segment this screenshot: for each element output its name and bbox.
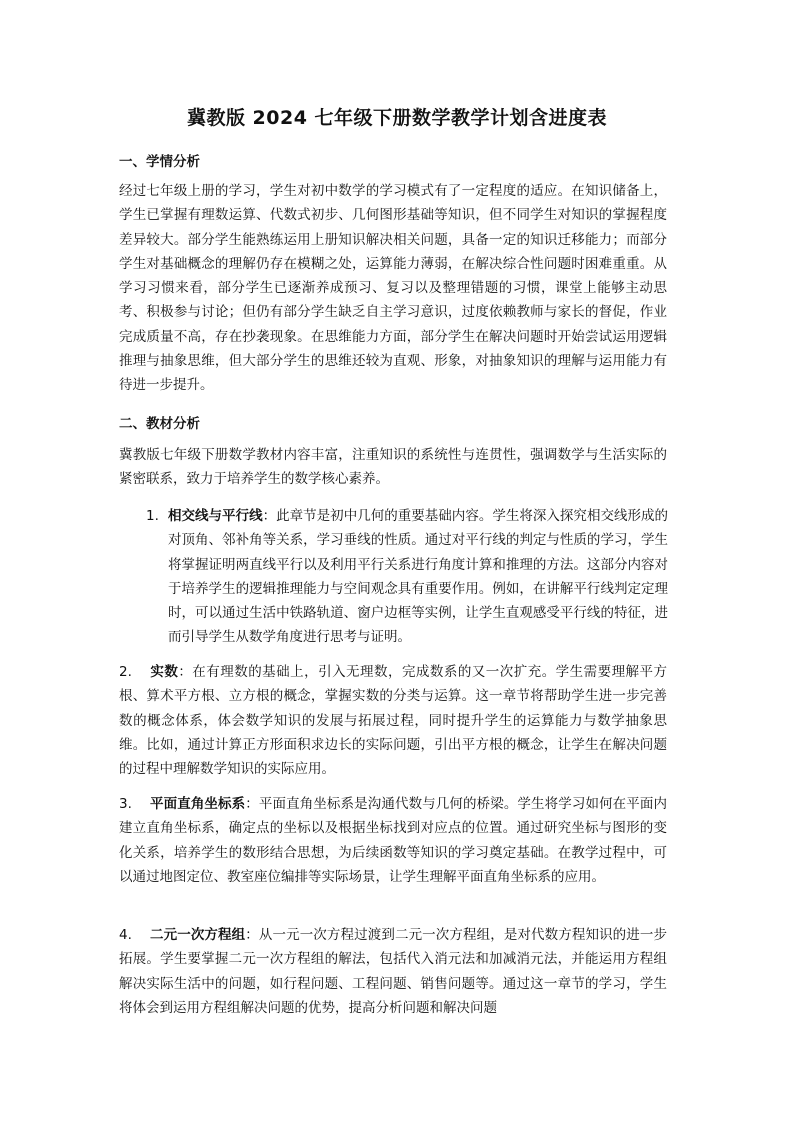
learning-analysis-paragraph: 经过七年级上册的学习，学生对初中数学的学习模式有了一定程度的适应。在知识储备上，学生已掌握有理数运算、代数式初步、几何图形基础等知识，但不同学生对知识的掌握程度差异较大。部分学生能熟练运用上册知识解决相关问题，具备一定的知识迁移能力；而部分学生对基础概念的理解仍存在模糊之处，运算能力薄弱，在解决综合性问题时困难重重。从学习习惯来看，部分学生已逐渐养成预习、复习以及整理错题的习惯，课堂上能够主动思考、积极参与讨论；但仍有部分学生缺乏自主学习意识，过度依赖教师与家长的督促，作业完成质量不高，存在抄袭现象。在思维能力方面，部分学生在解决问题时开始尝试运用逻辑推理与抽象思维，但大部分学生的思维还较为直观、形象，对抽象知识的理解与运用能力有待进一步提升。	[119, 183, 667, 394]
section-heading-textbook-analysis: 二、教材分析	[119, 416, 200, 432]
textbook-analysis-paragraph: 冀教版七年级下册数学教材内容丰富，注重知识的系统性与连贯性，强调数学与生活实际的紧密联系，致力于培养学生的数学核心素养。	[119, 447, 667, 488]
document-title: 冀教版 2024 七年级下册数学教学计划含进度表	[186, 107, 608, 129]
item-4-number: 4.	[119, 927, 132, 943]
item-1-number: 1.	[146, 508, 159, 524]
item-1-term: 相交线与平行线	[168, 508, 263, 524]
section-heading-learning-analysis: 一、学情分析	[119, 154, 200, 170]
item-1-text: ：此章节是初中几何的重要基础内容。学生将深入探究相交线形成的对顶角、邻补角等关系，学习垂线的性质。通过对平行线的判定与性质的学习，学生将掌握证明两直线平行以及利用平行关系进行角度计算和推理的方法。这部分内容对于培养学生的逻辑推理能力与空间观念具有重要作用。例如，在讲解平行线判定定理时，可以通过生活中铁路轨道、窗户边框等实例，让学生直观感受平行线的特征，进而引导学生从数学角度进行思考与证明。	[168, 508, 669, 646]
list-item	[119, 923, 667, 1020]
list-item	[119, 660, 667, 781]
list-item	[168, 504, 668, 650]
item-2-text: ：在有理数的基础上，引入无理数，完成数系的又一次扩充。学生需要理解平方根、算术平方根、立方根的概念，掌握实数的分类与运算。这一章节将帮助学生进一步完善数的概念体系，体会数学知识的发展与拓展过程，同时提升学生的运算能力与数学抽象思维。比如，通过计算正方形面积求边长的实际问题，引出平方根的概念，让学生在解决问题的过程中理解数学知识的实际应用。	[119, 664, 668, 778]
item-3-number: 3.	[119, 796, 132, 812]
item-4-term: 二元一次方程组	[149, 927, 246, 943]
item-2-number: 2.	[119, 664, 132, 680]
item-3-term: 平面直角坐标系	[149, 796, 246, 812]
list-item	[119, 792, 667, 889]
item-3-text: ：平面直角坐标系是沟通代数与几何的桥梁。学生将学习如何在平面内建立直角坐标系，确定点的坐标以及根据坐标找到对应点的位置。通过研究坐标与图形的变化关系，培养学生的数形结合思想，为后续函数等知识的学习奠定基础。在教学过程中，可以通过地图定位、教室座位编排等实际场景，让学生理解平面直角坐标系的应用。	[119, 796, 668, 885]
item-4-text: ：从一元一次方程过渡到二元一次方程组，是对代数方程知识的进一步拓展。学生要掌握二元一次方程组的解法，包括代入消元法和加减消元法，并能运用方程组解决实际生活中的问题，如行程问题、工程问题、销售问题等。通过这一章节的学习，学生将体会到运用方程组解决问题的优势，提高分析问题和解决问题	[119, 927, 668, 1016]
item-2-term: 实数	[149, 664, 179, 680]
